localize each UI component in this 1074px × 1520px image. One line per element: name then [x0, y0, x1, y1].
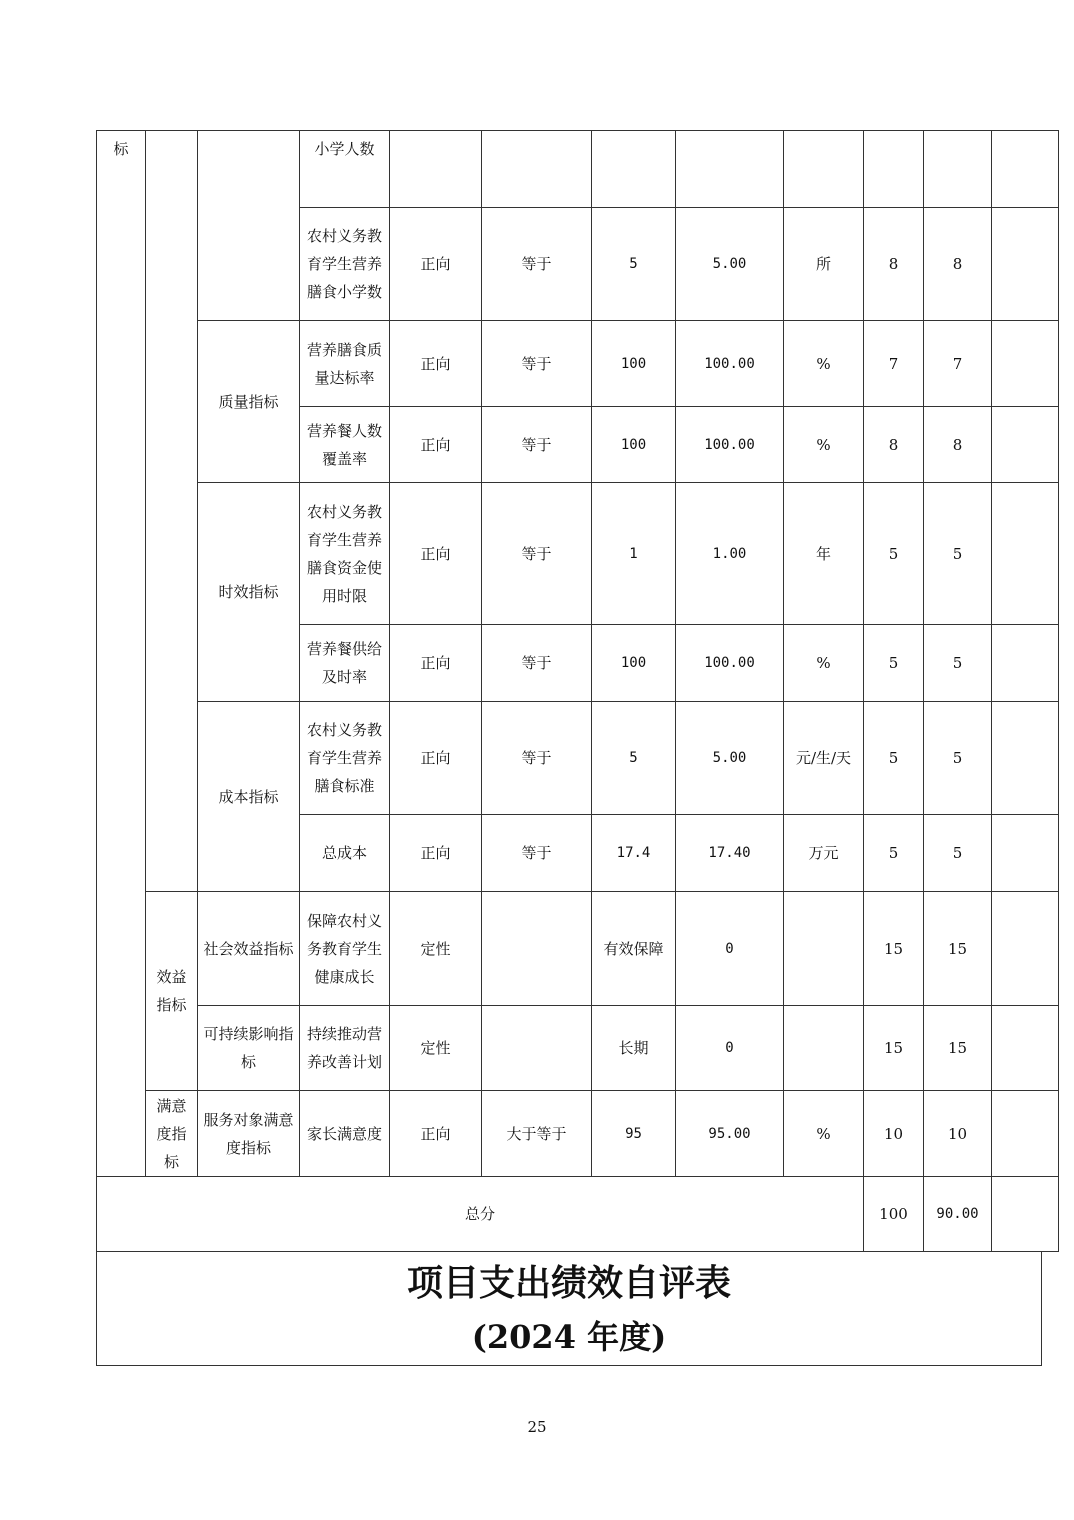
- unit-cell: [784, 892, 864, 1006]
- actual-cell: 95.00: [676, 1091, 784, 1177]
- table-row: [97, 131, 1059, 208]
- score-cell: 10: [924, 1091, 992, 1177]
- score-cell: 8: [924, 208, 992, 321]
- remark-cell: [992, 892, 1059, 1006]
- indicator-name: 农村义务教育学生营养膳食资金使用时限: [300, 483, 390, 625]
- form-year: (2024 年度): [471, 1318, 667, 1356]
- remark-cell: [992, 208, 1059, 321]
- weight-cell: 8: [864, 208, 924, 321]
- level3-indicator-cell: 服务对象满意度指标: [198, 1091, 300, 1177]
- score-cell: 5: [924, 625, 992, 702]
- weight-cell: 8: [864, 407, 924, 483]
- target-cell: 5: [592, 208, 676, 321]
- actual-cell: 17.40: [676, 815, 784, 892]
- level3-indicator-cell: 成本指标: [198, 702, 300, 892]
- operator-cell: [482, 892, 592, 1006]
- indicator-name: 总成本: [300, 815, 390, 892]
- target-cell: 17.4: [592, 815, 676, 892]
- target-cell: 5: [592, 702, 676, 815]
- target-cell: 1: [592, 483, 676, 625]
- score-cell: 15: [924, 1006, 992, 1091]
- weight-cell: [864, 131, 924, 208]
- performance-table: [96, 130, 1059, 1252]
- indicator-name: 农村义务教育学生营养膳食小学数: [300, 208, 390, 321]
- score-cell: 15: [924, 892, 992, 1006]
- indicator-name: 保障农村义务教育学生健康成长: [300, 892, 390, 1006]
- form-title-box: [96, 1251, 1042, 1366]
- remark-cell: [992, 1091, 1059, 1177]
- operator-cell: 等于: [482, 815, 592, 892]
- indicator-name: 家长满意度: [300, 1091, 390, 1177]
- level1-indicator-cell: 标: [97, 131, 146, 1177]
- actual-cell: 0: [676, 1006, 784, 1091]
- actual-cell: 100.00: [676, 321, 784, 407]
- operator-cell: 等于: [482, 483, 592, 625]
- nature-cell: 正向: [390, 625, 482, 702]
- total-score: 90.00: [924, 1177, 992, 1252]
- weight-cell: 15: [864, 892, 924, 1006]
- actual-cell: 0: [676, 892, 784, 1006]
- operator-cell: 等于: [482, 208, 592, 321]
- unit-cell: %: [784, 1091, 864, 1177]
- target-cell: 长期: [592, 1006, 676, 1091]
- actual-cell: 100.00: [676, 625, 784, 702]
- operator-cell: 等于: [482, 625, 592, 702]
- page-number: 25: [527, 1418, 547, 1436]
- remark-cell: [992, 321, 1059, 407]
- score-cell: 7: [924, 321, 992, 407]
- operator-cell: 等于: [482, 702, 592, 815]
- remark-cell: [992, 702, 1059, 815]
- operator-cell: [482, 131, 592, 208]
- weight-cell: 5: [864, 815, 924, 892]
- score-cell: 5: [924, 483, 992, 625]
- unit-cell: 年: [784, 483, 864, 625]
- level2-indicator-cell: [146, 131, 198, 892]
- indicator-name: 小学人数: [300, 131, 390, 208]
- nature-cell: [390, 131, 482, 208]
- unit-cell: %: [784, 625, 864, 702]
- target-cell: 100: [592, 625, 676, 702]
- nature-cell: 正向: [390, 1091, 482, 1177]
- table-row: [97, 892, 1059, 1006]
- score-cell: [924, 131, 992, 208]
- nature-cell: 正向: [390, 208, 482, 321]
- unit-cell: 万元: [784, 815, 864, 892]
- nature-cell: 正向: [390, 321, 482, 407]
- table-row: [97, 1006, 1059, 1091]
- nature-cell: 定性: [390, 1006, 482, 1091]
- table-row: [97, 702, 1059, 815]
- table-row: [97, 483, 1059, 625]
- unit-cell: %: [784, 321, 864, 407]
- level2-indicator-cell: 效益指标: [146, 892, 198, 1091]
- score-cell: 8: [924, 407, 992, 483]
- operator-cell: 等于: [482, 407, 592, 483]
- total-weight: 100: [864, 1177, 924, 1252]
- indicator-name: 营养餐人数覆盖率: [300, 407, 390, 483]
- total-row: [97, 1177, 1059, 1252]
- weight-cell: 7: [864, 321, 924, 407]
- remark-cell: [992, 131, 1059, 208]
- weight-cell: 5: [864, 625, 924, 702]
- nature-cell: 正向: [390, 483, 482, 625]
- nature-cell: 正向: [390, 702, 482, 815]
- operator-cell: 大于等于: [482, 1091, 592, 1177]
- form-title: 项目支出绩效自评表: [406, 1262, 731, 1304]
- nature-cell: 正向: [390, 407, 482, 483]
- score-cell: 5: [924, 815, 992, 892]
- level3-indicator-cell: 时效指标: [198, 483, 300, 702]
- remark-cell: [992, 815, 1059, 892]
- unit-cell: %: [784, 407, 864, 483]
- level3-indicator-cell: 社会效益指标: [198, 892, 300, 1006]
- indicator-name: 持续推动营养改善计划: [300, 1006, 390, 1091]
- remark-cell: [992, 407, 1059, 483]
- level3-indicator-cell: 可持续影响指标: [198, 1006, 300, 1091]
- actual-cell: 5.00: [676, 702, 784, 815]
- weight-cell: 5: [864, 702, 924, 815]
- level3-indicator-cell: 质量指标: [198, 321, 300, 483]
- actual-cell: 100.00: [676, 407, 784, 483]
- actual-cell: [676, 131, 784, 208]
- target-cell: 95: [592, 1091, 676, 1177]
- unit-cell: [784, 131, 864, 208]
- actual-cell: 1.00: [676, 483, 784, 625]
- table-row: [97, 321, 1059, 407]
- operator-cell: 等于: [482, 321, 592, 407]
- score-cell: 5: [924, 702, 992, 815]
- nature-cell: 正向: [390, 815, 482, 892]
- actual-cell: 5.00: [676, 208, 784, 321]
- unit-cell: [784, 1006, 864, 1091]
- weight-cell: 5: [864, 483, 924, 625]
- remark-cell: [992, 625, 1059, 702]
- target-cell: [592, 131, 676, 208]
- indicator-name: 农村义务教育学生营养膳食标准: [300, 702, 390, 815]
- remark-cell: [992, 483, 1059, 625]
- indicator-name: 营养餐供给及时率: [300, 625, 390, 702]
- level3-indicator-cell: [198, 131, 300, 321]
- indicator-name: 营养膳食质量达标率: [300, 321, 390, 407]
- weight-cell: 10: [864, 1091, 924, 1177]
- operator-cell: [482, 1006, 592, 1091]
- table-row: [97, 1091, 1059, 1177]
- target-cell: 100: [592, 407, 676, 483]
- target-cell: 有效保障: [592, 892, 676, 1006]
- total-remark: [992, 1177, 1059, 1252]
- target-cell: 100: [592, 321, 676, 407]
- weight-cell: 15: [864, 1006, 924, 1091]
- unit-cell: 元/生/天: [784, 702, 864, 815]
- remark-cell: [992, 1006, 1059, 1091]
- unit-cell: 所: [784, 208, 864, 321]
- total-label: 总分: [97, 1177, 864, 1252]
- level2-indicator-cell: 满意度指标: [146, 1091, 198, 1177]
- nature-cell: 定性: [390, 892, 482, 1006]
